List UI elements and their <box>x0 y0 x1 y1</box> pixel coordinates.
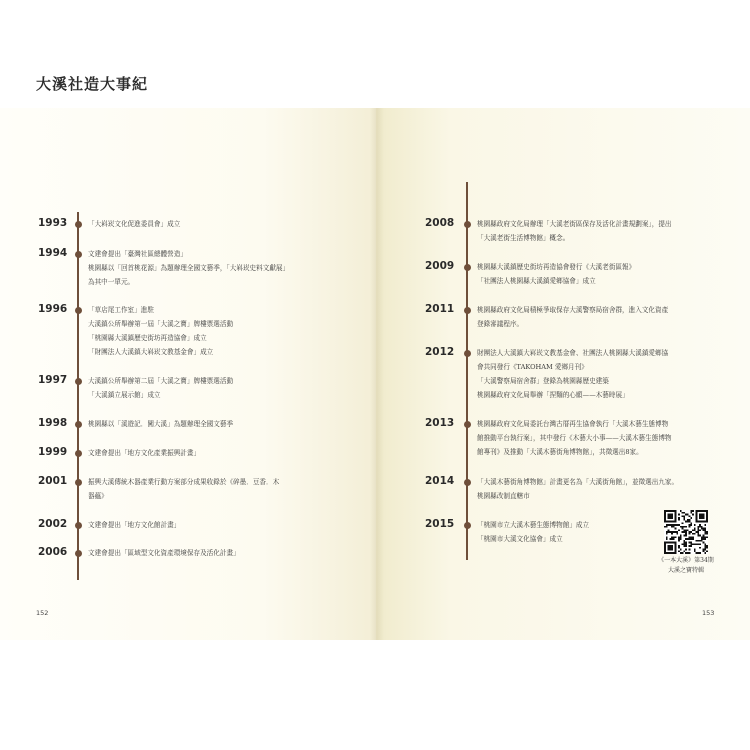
timeline-event-text: 登錄審議程序。 <box>477 320 524 328</box>
timeline-event-text: 大溪鎮公所舉辦第二屆「大溪之寶」牌樓票選活動 <box>88 377 234 385</box>
timeline-event-text: 桃園縣政府文化局辦理「大溪老街區保存及活化計畫規劃案」，提出 <box>477 220 672 228</box>
timeline-dot <box>75 450 82 457</box>
timeline-dot <box>464 221 471 228</box>
timeline-dot <box>75 421 82 428</box>
timeline-event-text: 桃園縣政府文化局委託台灣古厝再生協會執行「大溪木藝生態博物 <box>477 420 669 428</box>
timeline-year: 1998 <box>38 417 68 429</box>
timeline-event-text: 大溪鎮公所舉辦第一屆「大溪之寶」牌樓票選活動 <box>88 320 234 328</box>
timeline-year: 2013 <box>425 417 455 429</box>
timeline-event-text: 「財團法人大溪鎮大嵙崁文教基金會」成立 <box>88 348 214 356</box>
timeline-event-text: 「社團法人桃園縣大溪鎮愛鄉協會」成立 <box>477 277 596 285</box>
timeline-year: 1993 <box>38 217 68 229</box>
timeline-dot <box>75 221 82 228</box>
timeline-year: 1997 <box>38 374 68 386</box>
timeline-year: 2009 <box>425 260 455 272</box>
page-title: 大溪社造大事紀 <box>36 75 149 93</box>
timeline-year: 2014 <box>425 475 455 487</box>
qr-caption-line: 《一本大溪》第34期 <box>658 557 714 564</box>
page-number-right: 153 <box>702 609 715 617</box>
timeline-line-right <box>466 182 468 560</box>
timeline-year: 2001 <box>38 475 68 487</box>
timeline-event-text: 「大溪警察局宿舍群」登錄為桃園縣歷史建築 <box>477 377 609 385</box>
timeline-event-text: 「桃園市大溪文化協會」成立 <box>477 535 563 543</box>
timeline-event-text: 「大溪木藝街角博物館」計畫更名為「大溪街角館」，並徵選出九家。 <box>477 478 679 486</box>
page-number-left: 152 <box>36 609 49 617</box>
timeline-event-text: 「大溪鎮立展示館」成立 <box>88 391 161 399</box>
timeline-event-text: 館推動平台執行案」，其中發行《木藝大小事——大溪木藝生態博物 <box>477 434 672 442</box>
timeline-event-text: 館專刊》及推動「大溪木藝街角博物館」，共徵選出8家。 <box>477 448 643 456</box>
timeline-year: 1994 <box>38 247 68 259</box>
timeline-event-text: 財團法人大溪鎮大嵙崁文教基金會、社團法人桃園縣大溪鎮愛鄉協 <box>477 349 669 357</box>
qr-caption-line: 大溪之寶特輯 <box>667 567 704 574</box>
timeline-dot <box>464 522 471 529</box>
timeline-year: 2006 <box>38 546 68 558</box>
timeline-event-text: 文建會提出「地方文化產業振興計畫」 <box>88 449 201 457</box>
timeline-event-text: 器蘊》 <box>88 492 108 500</box>
book-gutter <box>370 108 384 640</box>
timeline-dot <box>464 350 471 357</box>
timeline-dot <box>464 421 471 428</box>
timeline-event-text: 文建會提出「區域型文化資產環境保存及活化計畫」 <box>88 549 240 557</box>
timeline-dot <box>75 550 82 557</box>
timeline-dot <box>75 251 82 258</box>
qr-code-icon <box>664 510 708 554</box>
timeline-event-text: 「桃園市立大溪木藝生態博物館」成立 <box>477 521 590 529</box>
timeline-event-text: 桃園縣大溪鎮歷史街坊再造協會發行《大溪老街區報》 <box>477 263 636 271</box>
timeline-event-text: 文建會提出「地方文化館計畫」 <box>88 521 181 529</box>
book-spread <box>0 108 750 640</box>
timeline-event-text: 「桃園縣大溪鎮歷史街坊再造協會」成立 <box>88 334 207 342</box>
timeline-event-text: 桃園縣以「回首桃花源」為題辦理全國文藝季，「大嵙崁史料文獻展」 <box>88 264 290 272</box>
timeline-dot <box>75 378 82 385</box>
timeline-dot <box>464 264 471 271</box>
timeline-year: 1999 <box>38 446 68 458</box>
qr-caption <box>640 556 732 576</box>
timeline-event-text: 桃園縣改制直轄市 <box>477 492 530 500</box>
timeline-year: 2012 <box>425 346 455 358</box>
timeline-event-text: 桃園縣以「溪遊記．闖大溪」為題辦理全國文藝季 <box>88 420 234 428</box>
timeline-year: 2015 <box>425 518 455 530</box>
timeline-dot <box>464 479 471 486</box>
timeline-dot <box>75 522 82 529</box>
timeline-event-text: 文建會提出「臺灣社區總體營造」 <box>88 250 187 258</box>
timeline-event-text: 會共同發行《TAKOHAM 愛鄉月刊》 <box>477 363 588 371</box>
timeline-event-text: 「大溪老街生活博物館」概念。 <box>477 234 570 242</box>
timeline-year: 2008 <box>425 217 455 229</box>
timeline-event-text: 為其中一單元。 <box>88 278 135 286</box>
timeline-year: 1996 <box>38 303 68 315</box>
timeline-event-text: 桃園縣政府文化局舉辦「捏麵的心願——木藝時展」 <box>477 391 629 399</box>
timeline-event-text: 「大嵙崁文化促進委員會」成立 <box>88 220 181 228</box>
timeline-dot <box>464 307 471 314</box>
timeline-year: 2002 <box>38 518 68 530</box>
timeline-event-text: 桃園縣政府文化局積極爭取保存大溪警察局宿舍群，進入文化資產 <box>477 306 669 314</box>
timeline-year: 2011 <box>425 303 455 315</box>
timeline-event-text: 振興大溪傳統木器產業行動方案部分成果收錄於《碎墨．豆香．木 <box>88 478 280 486</box>
timeline-event-text: 「草店尾工作室」進駐 <box>88 306 154 314</box>
timeline-dot <box>75 307 82 314</box>
timeline-dot <box>75 479 82 486</box>
